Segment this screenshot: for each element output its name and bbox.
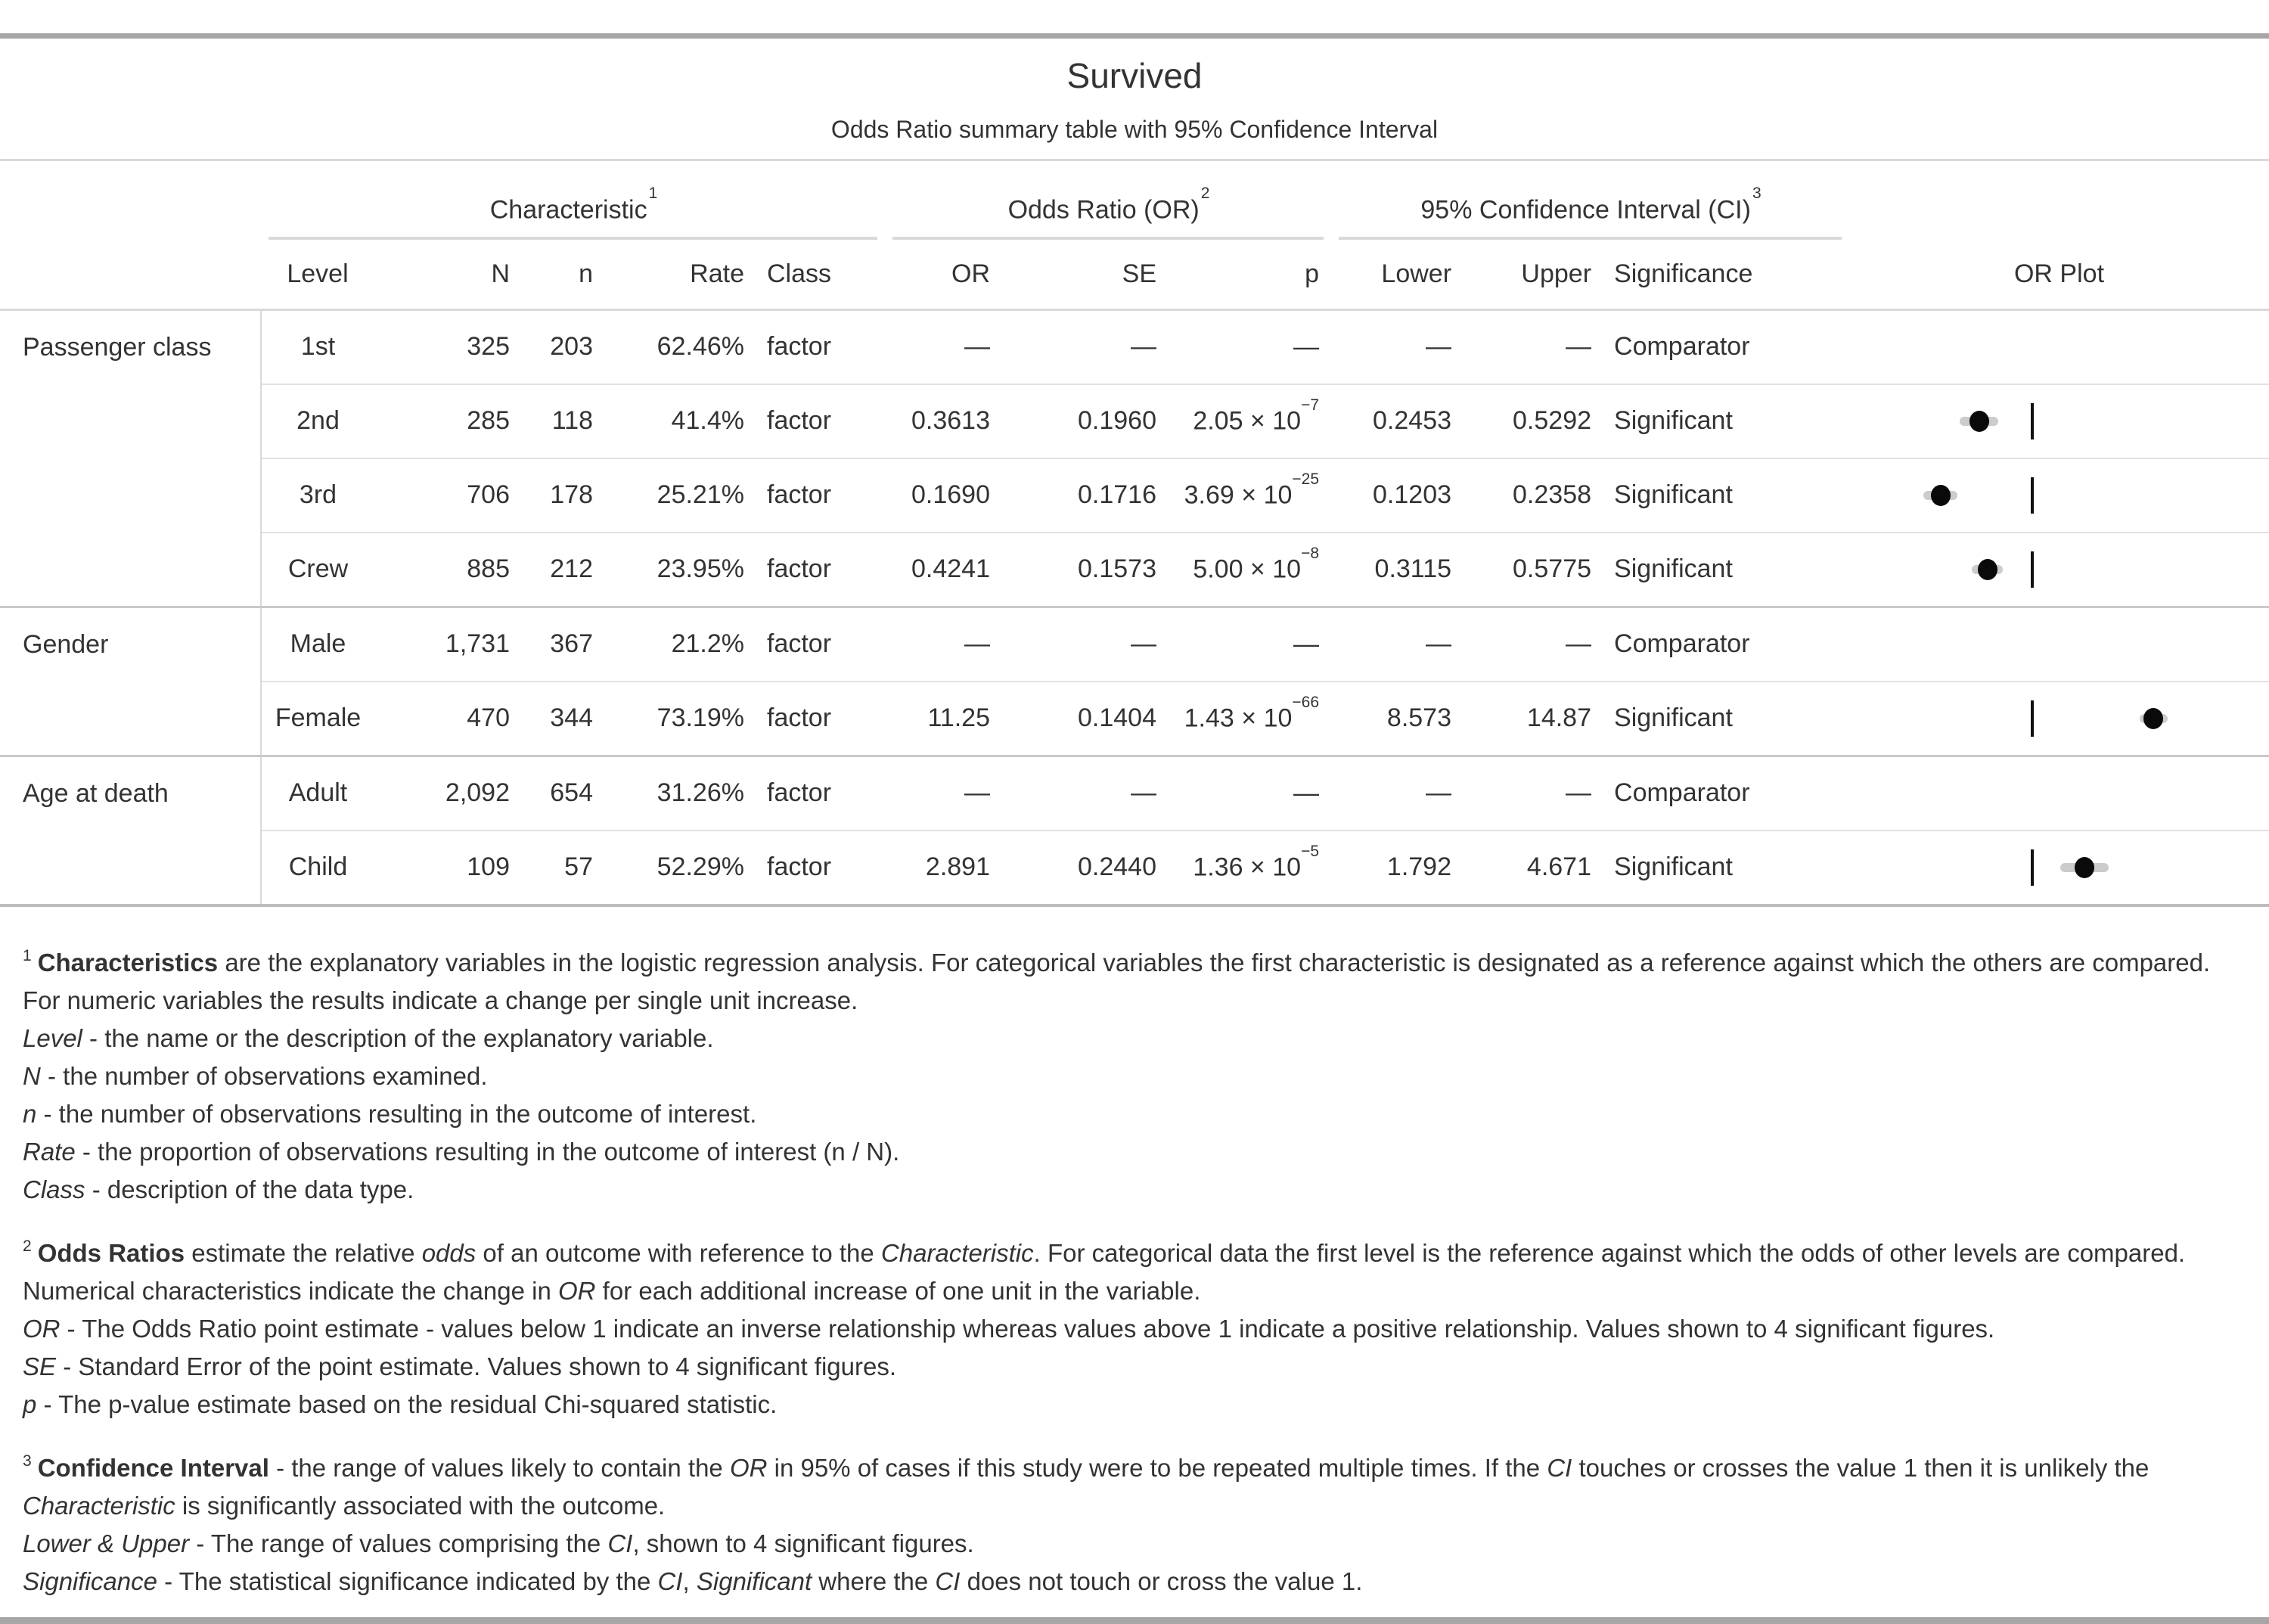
cell-lower: —: [1331, 756, 1464, 831]
cell-lower: —: [1426, 332, 1452, 361]
col-header-n: n: [522, 240, 605, 309]
footnote-line: OR - The Odds Ratio point estimate - values below 1 indicate an inverse relationship whereas values above 1 indicate a positive relationship. Values shown to 4 significant figures.: [23, 1314, 1995, 1343]
table-row: [0, 458, 2269, 533]
bottom-rule: [0, 1617, 2269, 1624]
cell-p: [1169, 682, 1331, 756]
cell-class: factor: [756, 831, 885, 905]
cell-N: 325: [467, 332, 510, 361]
cell-group-label: Passenger class: [0, 309, 261, 384]
table-row: [0, 607, 2269, 682]
table-row: [0, 533, 2269, 607]
cell-significance: Comparator: [1603, 607, 1849, 682]
footnote-marker: 3: [23, 1452, 32, 1470]
table-row: [0, 682, 2269, 756]
cell-n: 654: [522, 756, 605, 831]
footnote-line: Significance - The statistical significance indicated by the CI, Significant where the CI does not touch or cross the value 1.: [23, 1567, 1363, 1595]
cell-significance: Comparator: [1603, 756, 1849, 831]
col-header-N: N: [374, 240, 522, 309]
cell-group-label: Age at death: [0, 756, 261, 831]
or-reference-line: [2031, 551, 2034, 588]
cell-or: —: [885, 756, 1002, 831]
cell-significance: Comparator: [1614, 332, 1750, 361]
cell-significance: Significant: [1603, 384, 1849, 458]
cell-rate: 21.2%: [605, 607, 756, 682]
cell-class: factor: [756, 682, 885, 756]
p-exponent: −66: [1292, 693, 1320, 711]
cell-or: 11.25: [885, 682, 1002, 756]
col-header-or: OR: [885, 240, 1002, 309]
cell-group-label: [0, 533, 261, 607]
p-mantissa: —: [1293, 778, 1320, 808]
p-mantissa: —: [1293, 332, 1320, 362]
cell-group-label: [0, 682, 261, 756]
cell-class: factor: [767, 332, 832, 361]
cell-level: 1st: [300, 332, 336, 361]
col-header-level: Level: [261, 240, 374, 309]
col-header-rate: Rate: [605, 240, 756, 309]
cell-upper: 0.5775: [1464, 533, 1603, 607]
or-reference-line: [2031, 700, 2034, 737]
cell-rate: 73.19%: [605, 682, 756, 756]
cell-p: [1169, 533, 1331, 607]
or-reference-line: [2031, 477, 2034, 514]
table-row: [0, 831, 2269, 905]
cell-rate: 31.26%: [605, 756, 756, 831]
cell-se: —: [1131, 332, 1156, 361]
p-mantissa: —: [1293, 629, 1320, 659]
footnote-ref-3: 3: [1752, 184, 1762, 202]
footnote-line: n - the number of observations resulting in the outcome of interest.: [23, 1099, 757, 1128]
cell-group-label: [0, 458, 261, 533]
cell-n: 178: [522, 458, 605, 533]
cell-group-label: [0, 384, 261, 458]
cell-upper: —: [1464, 756, 1603, 831]
cell-or: —: [885, 607, 1002, 682]
spanner-empty: [0, 161, 261, 240]
or-plot: [1849, 682, 2269, 755]
cell-upper: —: [1464, 607, 1603, 682]
or-plot: [1849, 608, 2269, 681]
column-header-row: [0, 240, 2269, 309]
cell-p: [1169, 384, 1331, 458]
cell-or-plot: [1849, 756, 2269, 831]
cell-p: [1169, 607, 1331, 682]
cell-lower: 0.2453: [1331, 384, 1464, 458]
p-mantissa: 1.36 × 10: [1193, 852, 1302, 882]
cell-upper: —: [1566, 332, 1592, 361]
footnote-odds-ratios: [23, 1229, 2246, 1424]
cell-or-plot: [1849, 533, 2269, 607]
cell-N: 285: [374, 384, 522, 458]
p-mantissa: 2.05 × 10: [1193, 406, 1302, 436]
or-reference-line: [2031, 403, 2034, 439]
cell-se: 0.1573: [1002, 533, 1169, 607]
cell-class: factor: [756, 756, 885, 831]
cell-class: factor: [756, 458, 885, 533]
cell-group-label: Gender: [0, 607, 261, 682]
or-plot: [1849, 311, 2269, 383]
cell-lower: 0.1203: [1331, 458, 1464, 533]
cell-level: Male: [261, 607, 374, 682]
spanner-confidence-interval: [1331, 161, 1849, 240]
cell-se: 0.1716: [1002, 458, 1169, 533]
cell-n: 203: [550, 332, 593, 361]
cell-or: 0.3613: [885, 384, 1002, 458]
p-mantissa: 3.69 × 10: [1184, 480, 1293, 510]
footnote-line: $^1$ Characteristics are the explanatory variables in the logistic regression analysis. For categorical variables the first characteristic is designated as a reference against which the others are compared. For numeric variables the results indicate a change per single unit increase.: [23, 946, 2211, 1014]
footnote-line: Level - the name or the description of the explanatory variable.: [23, 1023, 714, 1052]
cell-se: 0.1404: [1002, 682, 1169, 756]
cell-n: 118: [522, 384, 605, 458]
p-exponent: −8: [1301, 544, 1320, 562]
footnote-line: Rate - the proportion of observations resulting in the outcome of interest (n / N).: [23, 1137, 900, 1166]
or-plot: [1849, 459, 2269, 532]
cell-significance: Significant: [1603, 533, 1849, 607]
col-header-lower: Lower: [1331, 240, 1464, 309]
or-plot: [1849, 757, 2269, 830]
cell-or: 0.4241: [885, 533, 1002, 607]
cell-or-plot: [1849, 831, 2269, 905]
footnote-ref-1: 1: [648, 184, 658, 202]
cell-n: 57: [522, 831, 605, 905]
p-exponent: −5: [1301, 842, 1320, 860]
cell-lower: 1.792: [1331, 831, 1464, 905]
cell-class: factor: [756, 384, 885, 458]
or-point: [2075, 857, 2094, 878]
cell-rate: 62.46%: [656, 332, 744, 361]
cell-level: 3rd: [261, 458, 374, 533]
cell-or-plot: [1849, 384, 2269, 458]
cell-lower: 0.3115: [1331, 533, 1464, 607]
or-point: [1969, 411, 1989, 432]
odds-ratio-table: [0, 161, 2269, 907]
cell-level: Crew: [261, 533, 374, 607]
col-header-upper: Upper: [1464, 240, 1603, 309]
footnote-line: Lower & Upper - The range of values comprising the CI, shown to 4 significant figures.: [23, 1529, 974, 1557]
cell-upper: 14.87: [1464, 682, 1603, 756]
footnotes-section: [0, 907, 2269, 1601]
cell-p: [1169, 831, 1331, 905]
or-plot: [1849, 385, 2269, 458]
footnote-marker: 2: [23, 1237, 32, 1255]
p-exponent: −25: [1292, 470, 1320, 488]
cell-upper: 0.2358: [1464, 458, 1603, 533]
col-header-se: SE: [1002, 240, 1169, 309]
cell-p: [1169, 756, 1331, 831]
cell-N: 1,731: [374, 607, 522, 682]
cell-significance: Significant: [1603, 458, 1849, 533]
page-title: Survived: [1066, 56, 1203, 95]
or-point: [1931, 485, 1951, 506]
cell-or-plot: [1849, 309, 2269, 384]
cell-group-label: [0, 831, 261, 905]
cell-se: 0.2440: [1002, 831, 1169, 905]
cell-or: —: [964, 332, 990, 361]
p-exponent: −7: [1301, 396, 1320, 414]
cell-or-plot: [1849, 682, 2269, 756]
page-subtitle: Odds Ratio summary table with 95% Confidence Interval: [830, 116, 1439, 143]
cell-significance: Significant: [1603, 831, 1849, 905]
spanner-confidence-interval-label: 95% Confidence Interval (CI): [1420, 195, 1751, 224]
cell-N: 109: [374, 831, 522, 905]
cell-level: Female: [261, 682, 374, 756]
cell-or-plot: [1849, 458, 2269, 533]
p-mantissa: 5.00 × 10: [1193, 554, 1302, 584]
spanner-header-row: [0, 161, 2269, 240]
footnote-line: $^2$ Odds Ratios estimate the relative odds of an outcome with reference to the Characteristic. For categorical data the first level is the reference against which the odds of other levels are compared. Numerical characteristics indicate the change in OR for each additional increase of one unit in the variable.: [23, 1237, 2186, 1305]
col-header-significance: Significance: [1603, 240, 1849, 309]
footnote-characteristics: [23, 939, 2246, 1209]
cell-se: —: [1002, 756, 1169, 831]
footnote-ref-2: 2: [1200, 184, 1210, 202]
or-reference-line: [2031, 849, 2034, 886]
col-header-group: [0, 240, 261, 309]
spanner-characteristic: [261, 161, 885, 240]
footnote-line: SE - Standard Error of the point estimate. Values shown to 4 significant figures.: [23, 1352, 896, 1380]
p-mantissa: 1.43 × 10: [1184, 703, 1293, 733]
title-bar: [0, 39, 2269, 159]
cell-lower: 8.573: [1331, 682, 1464, 756]
cell-n: 367: [522, 607, 605, 682]
cell-se: —: [1002, 607, 1169, 682]
spanner-odds-ratio: [885, 161, 1331, 240]
footnote-line: Class - description of the data type.: [23, 1175, 414, 1203]
cell-N: 706: [374, 458, 522, 533]
cell-or-plot: [1849, 607, 2269, 682]
top-rule: [0, 33, 2269, 39]
cell-n: 344: [522, 682, 605, 756]
cell-p: [1169, 309, 1331, 384]
footnote-line: p - The p-value estimate based on the residual Chi-squared statistic.: [23, 1390, 778, 1418]
cell-significance: Significant: [1603, 682, 1849, 756]
spanner-plot-empty: [1849, 161, 2269, 240]
spanner-characteristic-label: Characteristic: [489, 195, 647, 224]
footnote-marker: 1: [23, 946, 32, 964]
cell-p: [1169, 458, 1331, 533]
or-plot: [1849, 831, 2269, 904]
cell-N: 2,092: [374, 756, 522, 831]
cell-N: 885: [374, 533, 522, 607]
col-header-p: p: [1169, 240, 1331, 309]
cell-N: 470: [374, 682, 522, 756]
col-header-class: Class: [756, 240, 885, 309]
spanner-odds-ratio-label: Odds Ratio (OR): [1007, 195, 1200, 224]
cell-class: factor: [756, 607, 885, 682]
footnote-line: $^3$ Confidence Interval - the range of values likely to contain the OR in 95% of cases if this study were to be repeated multiple times. If the CI touches or crosses the value 1 then it is unlikely the Characteristic is significantly associated with the outcome.: [23, 1452, 2149, 1520]
or-point: [2143, 708, 2163, 729]
cell-or: 2.891: [885, 831, 1002, 905]
cell-level: 2nd: [261, 384, 374, 458]
table-row: [0, 309, 2269, 384]
cell-se: 0.1960: [1002, 384, 1169, 458]
cell-rate: 23.95%: [605, 533, 756, 607]
cell-rate: 52.29%: [605, 831, 756, 905]
cell-upper: 0.5292: [1464, 384, 1603, 458]
cell-class: factor: [756, 533, 885, 607]
cell-level: Child: [261, 831, 374, 905]
cell-rate: 41.4%: [605, 384, 756, 458]
cell-lower: —: [1331, 607, 1464, 682]
cell-or: 0.1690: [885, 458, 1002, 533]
footnote-confidence-interval: [23, 1444, 2246, 1601]
cell-level: Adult: [261, 756, 374, 831]
cell-upper: 4.671: [1464, 831, 1603, 905]
page: [0, 33, 2269, 1624]
table-row: [0, 756, 2269, 831]
footnote-line: N - the number of observations examined.: [23, 1061, 488, 1090]
table-row: [0, 384, 2269, 458]
or-point: [1978, 559, 1997, 580]
or-plot: [1849, 533, 2269, 606]
col-header-or-plot: OR Plot: [1849, 240, 2269, 309]
cell-rate: 25.21%: [605, 458, 756, 533]
cell-n: 212: [522, 533, 605, 607]
